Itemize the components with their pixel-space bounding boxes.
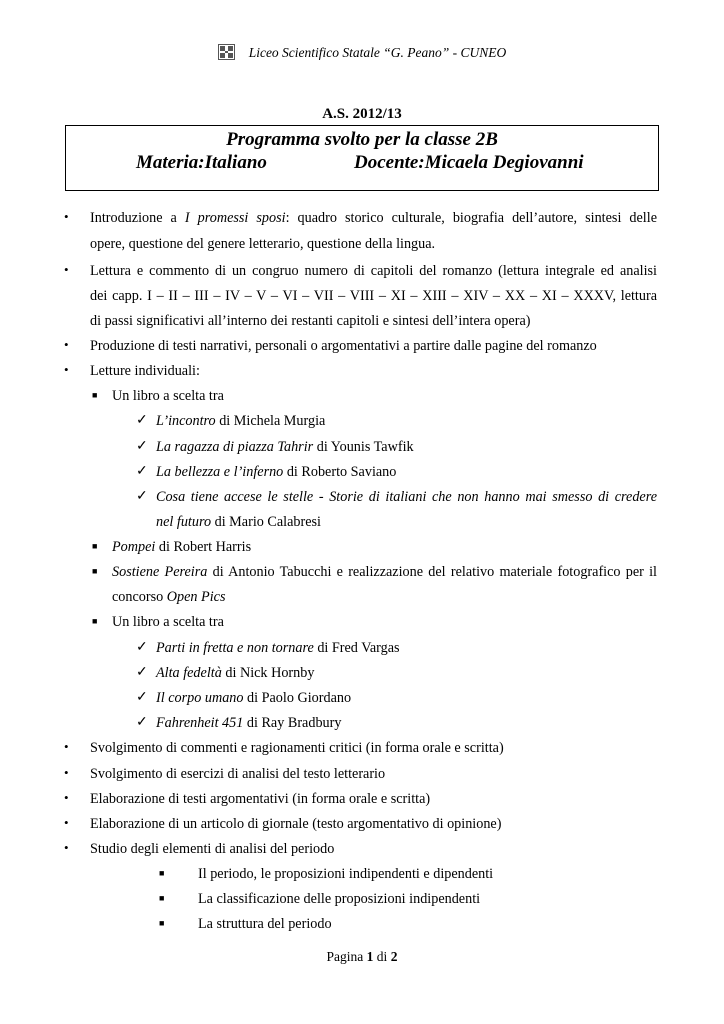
book-entry: La bellezza e l’inferno di Roberto Saviano: [156, 464, 397, 480]
title-box: [65, 125, 659, 191]
bullet-marker: •: [64, 337, 69, 352]
sub-item: Pompei di Robert Harris: [112, 539, 252, 555]
check-icon: ✓: [136, 690, 148, 705]
sub-item: Un libro a scelta tra: [112, 388, 224, 404]
bullet-marker: •: [64, 739, 69, 754]
square-marker: ■: [92, 541, 98, 551]
current-page: 1: [366, 949, 374, 964]
bullet-marker: •: [64, 790, 69, 805]
check-icon: ✓: [136, 665, 148, 680]
check-icon: ✓: [136, 464, 148, 479]
list-item: Lettura e commento di un congruo numero di capitoli del romanzo (lettura integrale ed analisi: [90, 263, 657, 279]
sub-item: Sostiene Pereira di Antonio Tabucchi e realizzazione del relativo materiale fotografico per il: [112, 564, 658, 580]
list-item: Elaborazione di testi argomentativi (in forma orale e scritta): [90, 791, 431, 807]
check-icon: ✓: [136, 413, 148, 428]
school-year: A.S. 2012/13: [322, 106, 402, 122]
sub-item: Il periodo, le proposizioni indipendenti e dipendenti: [198, 866, 494, 882]
bullet-marker: •: [64, 765, 69, 780]
bullet-marker: •: [64, 815, 69, 830]
book-entry-continued: nel futuro di Mario Calabresi: [156, 514, 321, 530]
check-icon: ✓: [136, 640, 148, 655]
list-item: Introduzione a I promessi sposi: quadro storico culturale, biografia dell’autore, sintesi delle: [90, 210, 657, 226]
list-item: Elaborazione di un articolo di giornale (testo argomentativo di opinione): [90, 816, 502, 832]
list-item-continued: opere, questione del genere letterario, questione della lingua.: [90, 236, 436, 252]
subject-label: Materia:Italiano: [136, 152, 267, 173]
check-icon: ✓: [136, 439, 148, 454]
sub-item: La struttura del periodo: [198, 916, 332, 932]
book-title: I promessi sposi: [184, 210, 286, 226]
list-item: Svolgimento di esercizi di analisi del testo letterario: [90, 766, 386, 782]
list-item: Produzione di testi narrativi, personali o argomentativi a partire dalle pagine del romanzo: [90, 338, 597, 354]
teacher-label: Docente:Micaela Degiovanni: [354, 152, 584, 173]
book-entry: La ragazza di piazza Tahrir di Younis Tawfik: [156, 439, 414, 455]
bullet-marker: •: [64, 362, 69, 377]
check-icon: ✓: [136, 489, 148, 504]
total-pages: 2: [390, 949, 398, 964]
book-entry: Fahrenheit 451 di Ray Bradbury: [156, 715, 342, 731]
check-icon: ✓: [136, 715, 148, 730]
square-marker: ■: [92, 616, 98, 626]
program-title: Programma svolto per la classe 2B: [226, 129, 498, 150]
page-header: [0, 44, 724, 61]
square-marker: ■: [92, 566, 98, 576]
square-marker: ■: [92, 390, 98, 400]
bullet-marker: •: [64, 840, 69, 855]
sub-item-continued: concorso Open Pics: [112, 589, 226, 605]
book-entry: L’incontro di Michela Murgia: [156, 413, 326, 429]
school-name: Liceo Scientifico Statale “G. Peano” - CUNEO: [248, 45, 507, 60]
book-entry: Parti in fretta e non tornare di Fred Vargas: [156, 640, 400, 656]
sub-item: La classificazione delle proposizioni indipendenti: [198, 891, 481, 907]
square-marker: ■: [159, 893, 165, 903]
book-entry: Alta fedeltà di Nick Hornby: [156, 665, 315, 681]
page-footer: Pagina 1 di 2: [326, 949, 398, 964]
list-item-continued: dei capp. I – II – III – IV – V – VI – VII – VIII – XI – XIII – XIV – XX – XI – XXXV, lettura: [90, 288, 657, 304]
school-logo-icon: [218, 44, 235, 60]
sub-item: Un libro a scelta tra: [112, 614, 224, 630]
square-marker: ■: [159, 918, 165, 928]
book-entry: Cosa tiene accese le stelle - Storie di italiani che non hanno mai smesso di credere: [156, 489, 657, 505]
bullet-marker: •: [64, 209, 69, 224]
book-entry: Il corpo umano di Paolo Giordano: [156, 690, 352, 706]
list-item: Letture individuali:: [90, 363, 200, 379]
list-item: Svolgimento di commenti e ragionamenti critici (in forma orale e scritta): [90, 740, 504, 756]
list-item: Studio degli elementi di analisi del periodo: [90, 841, 335, 857]
bullet-marker: •: [64, 262, 69, 277]
square-marker: ■: [159, 868, 165, 878]
list-item-continued: di passi significativi all’interno dei restanti capitoli e sintesi dell’intera opera): [90, 313, 531, 329]
